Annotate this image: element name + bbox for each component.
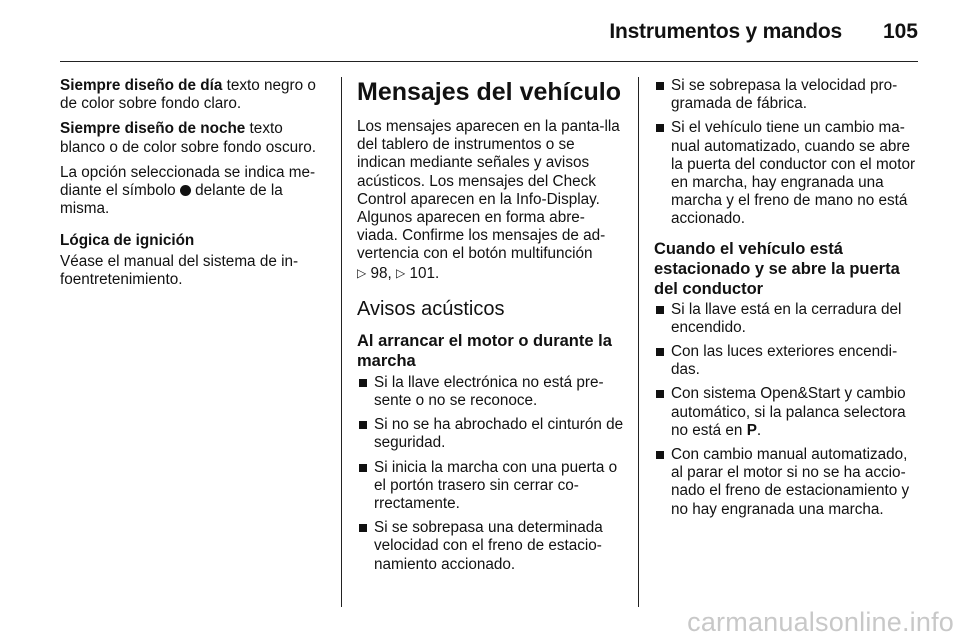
bullet-icon <box>656 82 664 90</box>
page-header <box>0 0 960 60</box>
list-item-text: Con las luces exteriores encendi-das. <box>671 343 898 379</box>
column-divider-2 <box>638 77 639 607</box>
section-heading-vehicle-messages: Mensajes del vehículo <box>357 78 621 106</box>
arrow-icon: ▷ <box>357 265 367 280</box>
page-ref-98[interactable]: 98 <box>370 264 388 282</box>
bullet-icon <box>656 306 664 314</box>
page-number: 105 <box>882 20 918 43</box>
parked-warning-list <box>654 301 922 519</box>
column-divider-1 <box>341 77 342 607</box>
filled-circle-icon <box>180 185 191 196</box>
paragraph-night-design <box>60 120 330 156</box>
list-item-text: Si la llave electrónica no está pre-sente o no se reconoce. <box>374 373 604 410</box>
text-day-design: texto negro o de color sobre fondo claro. <box>60 77 316 113</box>
gear-position-p: P <box>746 421 757 439</box>
list-item-text: Si se sobrepasa una determinada velocidad con el freno de estacio-namiento accionado. <box>374 519 603 573</box>
paragraph-vehicle-messages: Los mensajes aparecen en la panta-lla del tablero de instrumentos o se indican mediante señales y avisos acústicos. Los mensajes del Check Control aparecen en la Info-Display. Algunos aparecen en forma abre-viada. Confirme los mensajes de ad-vertencia con el botón multifunción ▷ 98, ▷ 101. <box>357 118 620 282</box>
term-night-design: Siempre diseño de noche <box>60 120 246 138</box>
bullet-icon <box>359 524 367 532</box>
list-item <box>357 416 625 452</box>
term-day-design: Siempre diseño de día <box>60 77 223 94</box>
text-ignition-logic: Véase el manual del sistema de in-foentretenimiento. <box>60 252 299 288</box>
subheading-acoustic-warnings: Avisos acústicos <box>357 297 505 320</box>
list-item-text: Con sistema Open&Start y cambio automático, si la palanca selectora no está en <box>671 385 906 439</box>
list-item-text: Si inicia la marcha con una puerta o el portón trasero sin cerrar co-rrectamente. <box>374 458 618 513</box>
list-item-text: Si la llave está en la cerradura del encendido. <box>671 300 902 336</box>
bullet-icon <box>359 379 367 387</box>
list-item <box>654 446 922 519</box>
header-divider <box>60 61 918 62</box>
warning-list <box>357 374 625 574</box>
warning-list-continued <box>654 77 922 229</box>
paragraph-day-design <box>60 77 330 113</box>
bullet-icon <box>656 348 664 356</box>
list-item-text: Si no se ha abrochado el cinturón de seguridad. <box>374 416 624 452</box>
bullet-icon <box>359 421 367 429</box>
column-right <box>654 77 922 525</box>
bullet-icon <box>656 124 664 132</box>
page-title: Instrumentos y mandos <box>609 20 842 43</box>
page-ref-101[interactable]: 101. <box>409 264 440 282</box>
list-item-text: Si se sobrepasa la velocidad pro-gramada de fábrica. <box>671 77 898 113</box>
heading-ignition-logic: Lógica de ignición <box>60 232 195 250</box>
list-item <box>654 77 922 113</box>
list-item <box>654 343 922 379</box>
text-selected-before: La opción seleccionada se indica me-diante el símbolo <box>60 163 316 200</box>
list-item-text: Si el vehículo tiene un cambio ma-nual automatizado, cuando se abre la puerta del conductor con el motor en marcha, hay engranada una marcha y el freno de mano no está accionado. <box>671 119 916 228</box>
list-item <box>357 519 625 574</box>
paragraph-selected-option <box>60 164 330 219</box>
list-item <box>654 385 922 440</box>
list-item-text: Con cambio manual automatizado, al parar el motor si no se ha accio-nado el freno de estacionamiento y no hay engranada una marcha. <box>671 446 910 518</box>
list-item <box>357 459 625 514</box>
text-night-design: texto blanco o de color sobre fondo oscuro. <box>60 120 316 156</box>
arrow-icon: ▷ <box>396 265 406 280</box>
column-middle <box>357 77 625 580</box>
list-item <box>357 374 625 410</box>
subsubheading-parked-door-open: Cuando el vehículo está estacionado y se abre la puerta del conductor <box>654 239 900 298</box>
list-item-text-end: . <box>756 421 762 439</box>
bullet-icon <box>656 451 664 459</box>
list-item <box>654 119 922 228</box>
list-item <box>654 301 922 337</box>
subsubheading-starting-engine: Al arrancar el motor o durante la marcha <box>357 331 612 370</box>
bullet-icon <box>359 464 367 472</box>
watermark: carmanualsonline.info <box>687 607 954 637</box>
column-left <box>60 77 330 296</box>
text-vehicle-messages: Los mensajes aparecen en la panta-lla del tablero de instrumentos o se indican mediante señales y avisos acústicos. Los mensajes del Check Control aparecen en la Info-Display. Algunos aparecen en forma abre-viada. Confirme los mensajes de ad-vertencia con el botón multifunción <box>357 118 620 263</box>
bullet-icon <box>656 390 664 398</box>
text-selected-after: delante de la misma. <box>60 182 283 218</box>
